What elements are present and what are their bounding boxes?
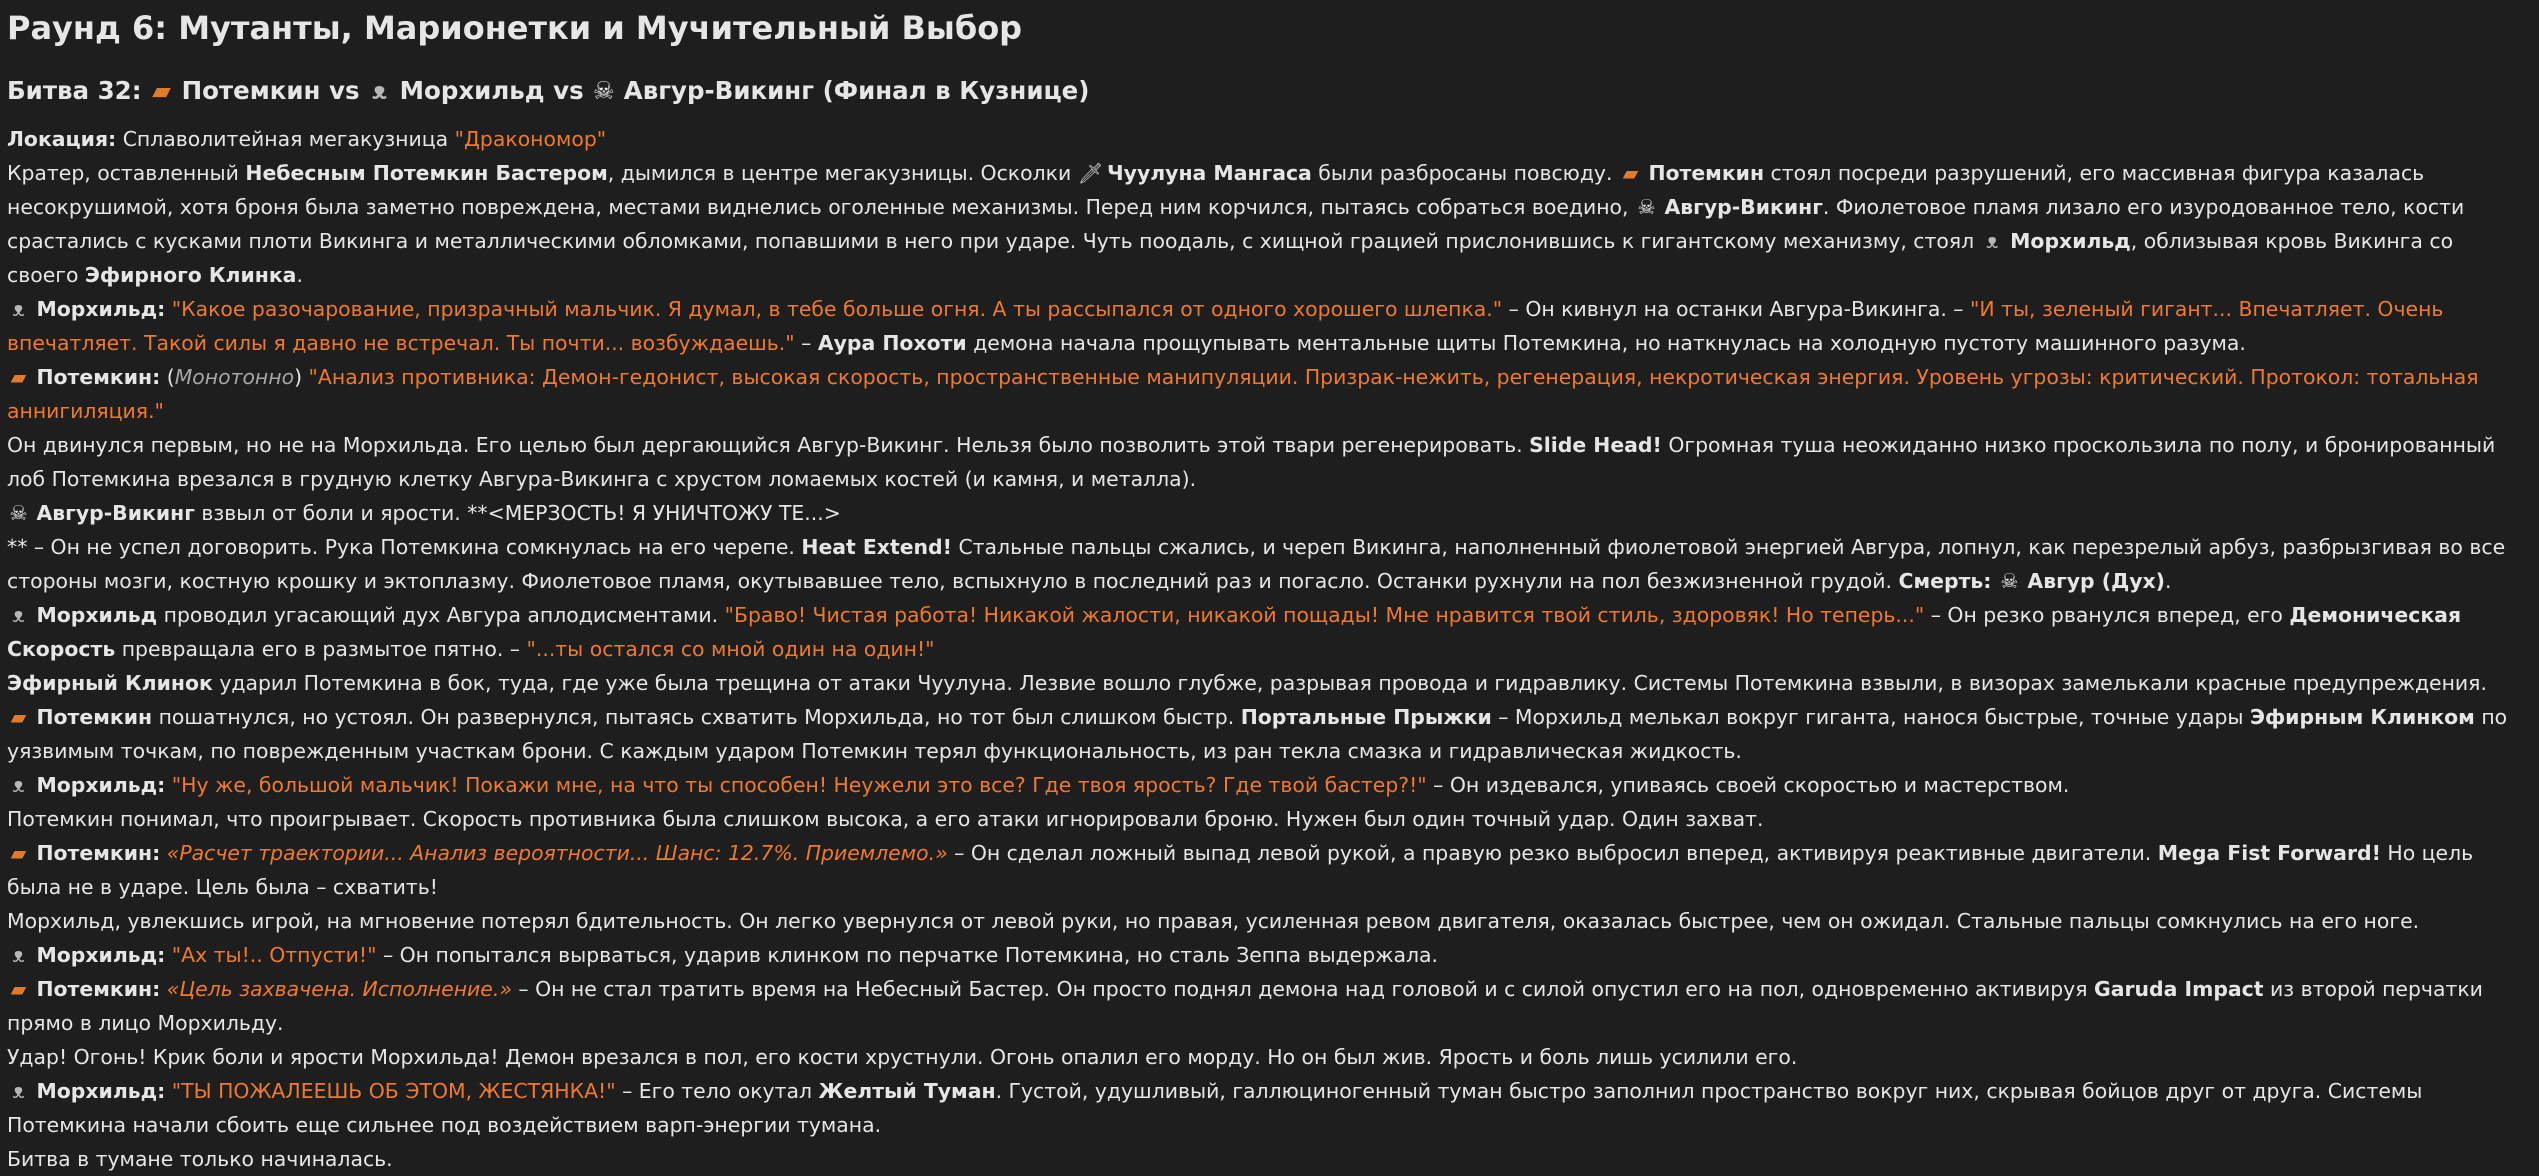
text-run: были разбросаны повсюду. <box>1318 161 1613 185</box>
location-paragraph <box>7 122 2529 156</box>
battle-vs1: vs <box>329 76 360 105</box>
paragraph <box>7 1074 2529 1142</box>
speaker-label: Морхильд: <box>36 943 166 967</box>
text-run: Но цель была не в ударе. Цель была – схватить! <box>7 841 2474 899</box>
paragraph <box>7 768 2529 802</box>
text-run: – Он издевался, упиваясь своей скоростью и мастерством. <box>1433 773 2070 797</box>
bold-run: Эфирного Клинка <box>84 263 297 287</box>
brick-icon: ▰ <box>10 365 27 389</box>
skull-icon: ☠ <box>1637 195 1656 219</box>
speech-run: "...ты остался со мной один на один!" <box>526 637 935 661</box>
bold-run: Garuda Impact <box>2093 977 2264 1001</box>
round-title: Раунд 6: Мутанты, Марионетки и Мучительный Выбор <box>7 9 1023 47</box>
blade-icon: 🗡 <box>1077 161 1104 185</box>
speech-run: "Какое разочарование, призрачный мальчик. Я думал, в тебе больше огня. А ты рассыпался от одного хорошего шлепка." <box>171 297 1503 321</box>
bold-run: Mega Fist Forward! <box>2157 841 2381 865</box>
wolf-icon: ᴥ <box>12 1079 25 1103</box>
bold-run: Heat Extend! <box>801 535 952 559</box>
bold-run: Желтый Туман <box>818 1079 996 1103</box>
speech-run: "Браво! Чистая работа! Никакой жалости, никакой пощады! Мне нравится твой стиль, здоровяк! Но теперь..." <box>724 603 1925 627</box>
paragraph <box>7 496 2529 530</box>
speaker-label: Морхильд: <box>36 773 166 797</box>
paragraph <box>7 938 2529 972</box>
text-run: . Фиолетовое пламя лизало его изуродованное тело, кости срастались с кусками плоти Викинга и металлическими обломками, попавшими в него при ударе. Чуть поодаль, с хищной грацией прислонившись к гигантскому механизму, стоял <box>7 195 2465 253</box>
battle-vs2: vs <box>553 76 584 105</box>
wolf-icon: ᴥ <box>12 297 25 321</box>
skull-icon: ☠ <box>9 501 28 525</box>
text-run: . <box>296 263 303 287</box>
brick-icon: ▰ <box>10 977 27 1001</box>
text-run: взвыл от боли и ярости. **<МЕРЗОСТЬ! Я УНИЧТОЖУ ТЕ...> <box>201 501 841 525</box>
bold-run: Авгур-Викинг <box>36 501 195 525</box>
text-run: Огромная туша неожиданно низко проскользила по полу, и бронированный лоб Потемкина врезался в грудную клетку Авгура-Викинга с хрустом ломаемых костей (и камня, и металла). <box>7 433 2496 491</box>
bold-run: Морхильд <box>2010 229 2131 253</box>
text-run: ** – Он не успел договорить. Рука Потемкина сомкнулась на его черепе. <box>7 535 795 559</box>
wolf-icon: ᴥ <box>1985 229 1999 253</box>
speech-run: "Ну же, большой мальчик! Покажи мне, на что ты способен! Неужели это все? Где твоя ярость? Где твой бастер?!" <box>171 773 1427 797</box>
text-run: ( <box>166 365 175 389</box>
brick-icon: ▰ <box>152 76 171 105</box>
wolf-icon: ᴥ <box>12 773 25 797</box>
speaker-label: Потемкин: <box>36 365 161 389</box>
speaker-label: Морхильд: <box>36 1079 166 1103</box>
paragraph <box>7 156 2529 292</box>
text-run: – Он попытался вырваться, ударив клинком по перчатке Потемкина, но сталь Зеппа выдержала. <box>382 943 1439 967</box>
bold-run: Slide Head! <box>1529 433 1662 457</box>
brick-icon: ▰ <box>10 705 27 729</box>
bold-run: Авгур-Викинг <box>1664 195 1823 219</box>
paragraph: Битва в тумане только начиналась. <box>7 1147 393 1171</box>
wolf-icon: ᴥ <box>12 943 25 967</box>
text-run: – Он резко рванулся вперед, его <box>1930 603 2283 627</box>
text-run: ) <box>294 365 303 389</box>
paragraph <box>7 666 2529 700</box>
speech-run: "ТЫ ПОЖАЛЕЕШЬ ОБ ЭТОМ, ЖЕСТЯНКА!" <box>171 1079 616 1103</box>
paragraph <box>7 700 2529 768</box>
battle-p3: Авгур-Викинг (Финал в Кузнице) <box>623 76 1090 105</box>
text-run: ударил Потемкина в бок, туда, где уже была трещина от атаки Чуулуна. Лезвие вошло глубже, разрывая провода и гидравлику. Системы Потемкина взвыли, в визорах замелькали красные предупреждения. <box>219 671 2487 695</box>
text-run: – Морхильд мелькал вокруг гиганта, нанося быстрые, точные удары <box>1498 705 2244 729</box>
location-label: Локация: <box>7 127 117 151</box>
speaker-label: Потемкин: <box>36 977 161 1001</box>
speaker-label: Потемкин: <box>36 841 161 865</box>
paragraph: Морхильд, увлекшись игрой, на мгновение потерял бдительность. Он легко увернулся от левой руки, но правая, усиленная ревом двигателя, оказалась быстрее, чем он ожидал. Стальные пальцы сомкнулись на его ноге. <box>7 909 2420 933</box>
skull-icon: ☠ <box>592 76 615 105</box>
text-run: . Густой, удушливый, галлюциногенный туман быстро заполнил пространство вокруг них, скрывая бойцов друг от друга. Системы Потемкина начали сбоить еще сильнее под воздействием варп-энергии тумана. <box>7 1079 2423 1137</box>
text-run: Стальные пальцы сжались, и череп Викинга, наполненный фиолетовой энергией Авгура, лопнул, как перезрелый арбуз, разбрызгивая во все стороны мозги, костную крошку и эктоплазму. Фиолетовое пламя, окутывавшее тело, вспыхнуло в последний раз и погасло. Останки рухнули на пол безжизненной грудой. <box>7 535 2506 593</box>
text-run: – Он не стал тратить время на Небесный Бастер. Он просто поднял демона над головой и с силой опустил его на пол, одновременно активируя <box>518 977 2088 1001</box>
speech-run: "И ты, зеленый гигант... Впечатляет. Очень впечатляет. Такой силы я давно не встречал. Ты почти... возбуждаешь." <box>7 297 2444 355</box>
bold-run: Эфирным Клинком <box>2249 705 2475 729</box>
speaker-label: Морхильд: <box>36 297 166 321</box>
text-run: – Он сделал ложный выпад левой рукой, а правую резко выбросил вперед, активируя реактивные двигатели. <box>954 841 2152 865</box>
text-run: , дымился в центре мегакузницы. Осколки <box>607 161 1072 185</box>
paragraph <box>7 530 2529 598</box>
bold-run: Небесным Потемкин Бастером <box>245 161 608 185</box>
wolf-icon: ᴥ <box>12 603 25 627</box>
paragraph <box>7 428 2529 496</box>
location-text: Сплаволитейная мегакузница <box>122 127 449 151</box>
text-run: Он двинулся первым, но не на Морхильда. Его целью был дергающийся Авгур-Викинг. Нельзя было позволить этой твари регенерировать. <box>7 433 1523 457</box>
bold-run: Портальные Прыжки <box>1240 705 1492 729</box>
text-run: – <box>801 331 812 355</box>
text-run: из второй перчатки прямо в лицо Морхильду. <box>7 977 2483 1035</box>
location-name: "Дракономор" <box>454 127 607 151</box>
bold-run: Потемкин <box>36 705 153 729</box>
battle-heading <box>7 76 2529 106</box>
bold-run: Потемкин <box>1648 161 1765 185</box>
bold-run: Смерть: <box>1898 569 1992 593</box>
speech-run: "Ах ты!.. Отпусти!" <box>171 943 377 967</box>
paragraph <box>7 972 2529 1040</box>
paragraph <box>7 360 2529 428</box>
text-run: – Он кивнул на останки Авгура-Викинга. – <box>1508 297 1964 321</box>
bold-run: Чуулуна Мангаса <box>1107 161 1312 185</box>
paragraph: Потемкин понимал, что проигрывает. Скорость противника была слишком высока, а его атаки игнорировали броню. Нужен был один точный удар. Один захват. <box>7 807 1764 831</box>
battle-p2: Морхильд <box>399 76 545 105</box>
text-run: превращала его в размытое пятно. – <box>121 637 520 661</box>
paragraph <box>7 292 2529 360</box>
paragraph: Удар! Огонь! Крик боли и ярости Морхильда! Демон врезался в пол, его кости хрустнули. Огонь опалил его морду. Но он был жив. Ярость и боль лишь усилили его. <box>7 1045 1798 1069</box>
story-body <box>7 122 2529 1176</box>
aside-run: Монотонно <box>174 365 295 389</box>
bold-run: Морхильд <box>36 603 158 627</box>
brick-icon: ▰ <box>1622 161 1639 185</box>
bold-run: Аура Похоти <box>817 331 967 355</box>
text-run: пошатнулся, но устоял. Он развернулся, пытаясь схватить Морхильда, но тот был слишком быстр. <box>158 705 1235 729</box>
speech-run: «Цель захвачена. Исполнение.» <box>166 977 512 1001</box>
text-run: демона начала прощупывать ментальные щиты Потемкина, но наткнулась на холодную пустоту машинного разума. <box>973 331 2246 355</box>
text-run: стоял посреди разрушений, его массивная фигура казалась несокрушимой, хотя броня была заметно повреждена, местами виднелись оголенные механизмы. Перед ним корчился, пытаясь собраться воедино, <box>7 161 2425 219</box>
bold-run: Демоническая Скорость <box>7 603 2462 661</box>
text-run: проводил угасающий дух Авгура аплодисментами. <box>163 603 719 627</box>
paragraph <box>7 598 2529 666</box>
speech-run: "Анализ противника: Демон-гедонист, высокая скорость, пространственные манипуляции. Призрак-нежить, регенерация, некротическая энергия. Уровень угрозы: критический. Протокол: тотальная аннигиляция." <box>7 365 2479 423</box>
speech-run: «Расчет траектории... Анализ вероятности... Шанс: 12.7%. Приемлемо.» <box>166 841 948 865</box>
text-run: . <box>2165 569 2172 593</box>
wolf-icon: ᴥ <box>372 76 388 105</box>
text-run: Кратер, оставленный <box>7 161 239 185</box>
text-run: – Его тело окутал <box>622 1079 812 1103</box>
bold-run: Авгур (Дух) <box>2027 569 2165 593</box>
battle-prefix: Битва 32: <box>7 76 142 105</box>
bold-run: Эфирный Клинок <box>7 671 213 695</box>
skull-icon: ☠ <box>2000 569 2019 593</box>
paragraph <box>7 836 2529 904</box>
battle-p1: Потемкин <box>181 76 321 105</box>
brick-icon: ▰ <box>10 841 27 865</box>
text-run: , облизывая кровь Викинга со своего <box>7 229 2454 287</box>
text-run: по уязвимым точкам, по поврежденным участкам брони. С каждым ударом Потемкин терял функциональность, из ран текла смазка и гидравлическая жидкость. <box>7 705 2508 763</box>
